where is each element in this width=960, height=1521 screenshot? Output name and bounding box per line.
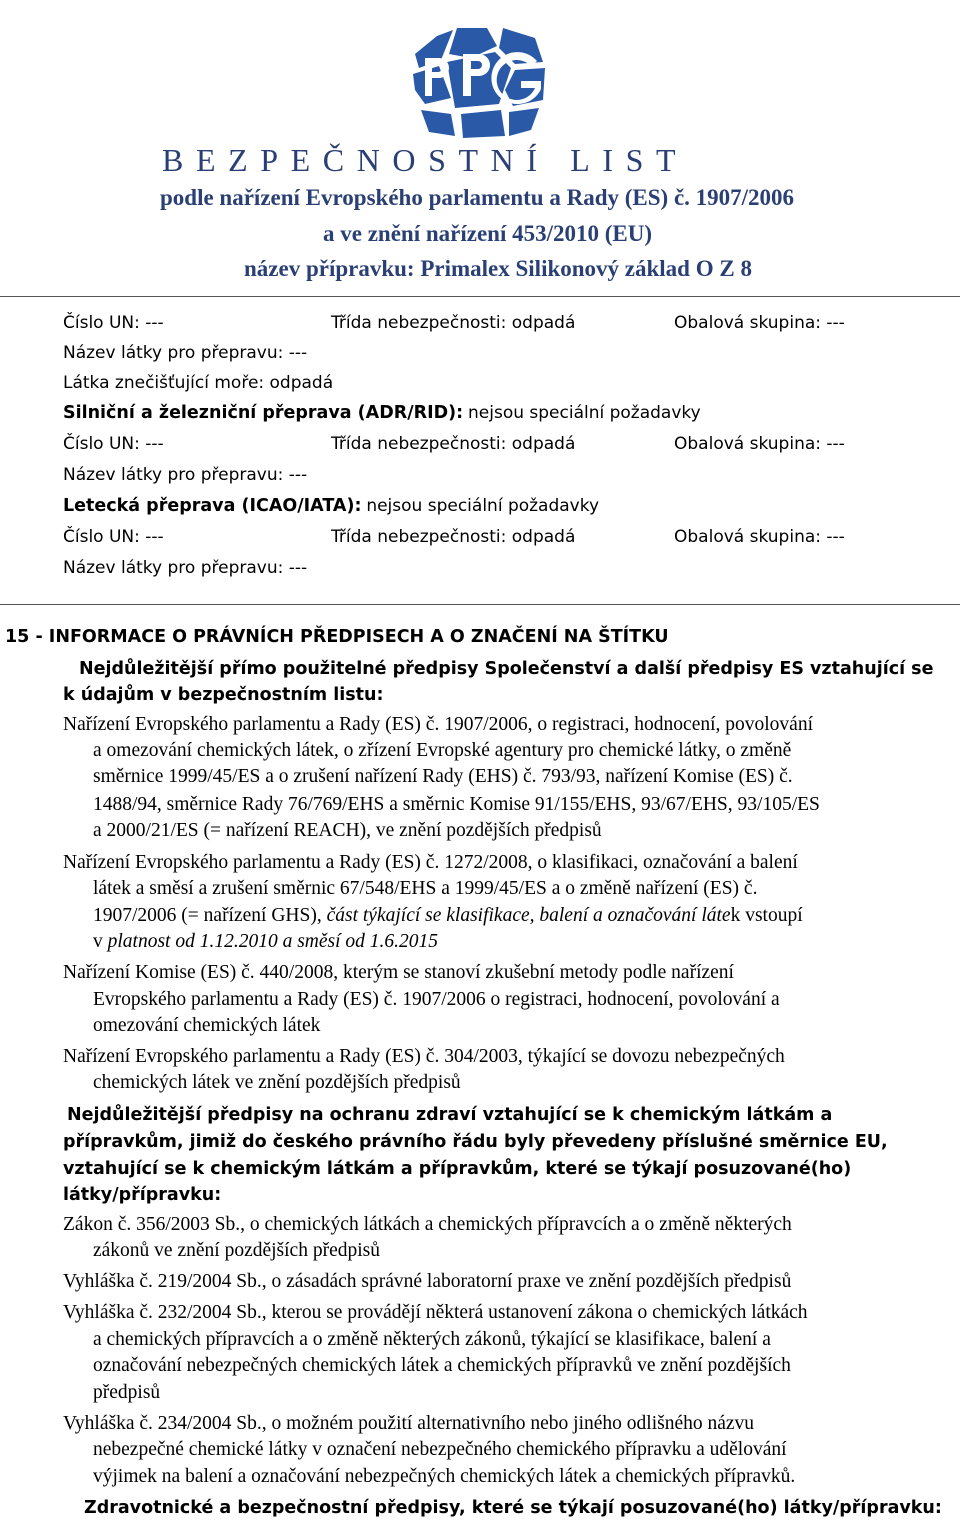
law-356-2003: Zákon č. 356/2003 Sb., o chemických látkách a chemických přípravcích a o změně některých — [63, 1214, 792, 1235]
reach-regulation-cont: 1488/94, směrnice Rady 76/769/EHS a směrnic Komise 91/155/EHS, 93/67/EHS, 93/105/ES — [93, 794, 820, 815]
test-methods-regulation-cont: Evropského parlamentu a Rady (ES) č. 1907/2006 o registraci, hodnocení, povolování a — [93, 989, 780, 1010]
pic-regulation: Nařízení Evropského parlamentu a Rady (ES) č. 304/2003, týkající se dovozu nebezpečných — [63, 1046, 785, 1067]
subheading-health-regulations-cont: látky/přípravku: — [63, 1185, 222, 1205]
pic-regulation-cont: chemických látek ve znění pozdějších předpisů — [93, 1072, 461, 1093]
clp-regulation-cont: látek a směsí a zrušení směrnic 67/548/EHS a 1999/45/ES a o změně nařízení (ES) č. — [93, 878, 758, 899]
test-methods-regulation-cont: omezování chemických látek — [93, 1015, 321, 1036]
hazard-class: Třída nebezpečnosti: odpadá — [331, 434, 576, 454]
decree-232-2004-cont: a chemických přípravcích a o změně některých zákonů, týkající se klasifikace, balení a — [93, 1329, 771, 1350]
decree-234-2004-cont: nebezpečné chemické látky v označení nebezpečného chemického přípravku a udělování — [93, 1439, 787, 1460]
section-divider — [0, 604, 960, 605]
shipping-name: Název látky pro přepravu: --- — [63, 558, 308, 578]
reach-regulation: Nařízení Evropského parlamentu a Rady (ES) č. 1907/2006, o registraci, hodnocení, povolování — [63, 714, 814, 735]
regulation-subtitle: podle nařízení Evropského parlamentu a Rady (ES) č. 1907/2006 — [160, 185, 795, 210]
un-number: Číslo UN: --- — [63, 313, 164, 333]
clp-text: k vstoupí — [730, 905, 803, 926]
reach-regulation-cont: směrnice 1999/45/ES a o zrušení nařízení Rady (EHS) č. 793/93, nařízení Komise (ES) č. — [93, 766, 793, 787]
header-divider — [0, 296, 960, 297]
shipping-name: Název látky pro přepravu: --- — [63, 343, 308, 363]
hazard-class: Třída nebezpečnosti: odpadá — [331, 527, 576, 547]
amendment-subtitle: a ve znění nařízení 453/2010 (EU) — [323, 221, 652, 246]
air-transport-text: nejsou speciální požadavky — [366, 496, 600, 516]
subheading-occupational-regulations: Zdravotnické a bezpečnostní předpisy, které se týkají posuzované(ho) látky/přípravku: — [84, 1498, 942, 1518]
un-number: Číslo UN: --- — [63, 434, 164, 454]
subheading-health-regulations-cont: vztahující se k chemickým látkám a přípravkům, které se týkají posuzované(ho) — [63, 1159, 852, 1179]
clp-italic-text: část týkající se klasifikace, balení a označování láte — [326, 905, 731, 926]
decree-232-2004: Vyhláška č. 232/2004 Sb., kterou se provádějí některá ustanovení zákona o chemických látkách — [63, 1302, 808, 1323]
test-methods-regulation: Nařízení Komise (ES) č. 440/2008, kterým se stanoví zkušební metody podle nařízení — [63, 962, 734, 983]
road-transport-heading: Silniční a železniční přeprava (ADR/RID): — [63, 403, 464, 423]
reach-regulation-cont: a 2000/21/ES (= nařízení REACH), ve znění pozdějších předpisů — [93, 820, 602, 841]
law-356-2003-cont: zákonů ve znění pozdějších předpisů — [93, 1240, 380, 1261]
road-transport-text: nejsou speciální požadavky — [468, 403, 701, 423]
clp-regulation-cont — [93, 903, 803, 929]
hazard-class: Třída nebezpečnosti: odpadá — [331, 313, 576, 333]
subheading-health-regulations: Nejdůležitější předpisy na ochranu zdraví vztahující se k chemickým látkám a — [67, 1105, 833, 1125]
packing-group: Obalová skupina: --- — [674, 313, 845, 333]
section-15-heading: 15 - INFORMACE O PRÁVNÍCH PŘEDPISECH A O ZNAČENÍ NA ŠTÍTKU — [5, 627, 669, 647]
air-transport-line — [63, 493, 599, 519]
reach-regulation-cont: a omezování chemických látek, o zřízení Evropské agentury pro chemické látky, o změně — [93, 740, 792, 761]
clp-text: v — [93, 931, 108, 952]
subheading-community-regulations: Nejdůležitější přímo použitelné předpisy Společenství a další předpisy ES vztahující se — [79, 659, 934, 679]
product-name: název přípravku: Primalex Silikonový základ O Z 8 — [244, 256, 752, 281]
ppg-logo-graphic — [411, 24, 547, 140]
subheading-health-regulations-cont: přípravkům, jimiž do českého právního řádu byly převedeny příslušné směrnice EU, — [63, 1132, 888, 1152]
shipping-name: Název látky pro přepravu: --- — [63, 465, 308, 485]
decree-232-2004-cont: označování nebezpečných chemických látek a chemických přípravků ve znění pozdějších — [93, 1355, 791, 1376]
clp-regulation: Nařízení Evropského parlamentu a Rady (ES) č. 1272/2008, o klasifikaci, označování a balení — [63, 852, 798, 873]
decree-232-2004-cont: předpisů — [93, 1382, 161, 1403]
subheading-community-regulations-cont: k údajům v bezpečnostním listu: — [63, 685, 384, 705]
clp-regulation-cont — [93, 929, 438, 955]
clp-text: 1907/2006 (= nařízení GHS), — [93, 905, 327, 926]
decree-234-2004: Vyhláška č. 234/2004 Sb., o možném použití alternativního nebo jiného odlišného názvu — [63, 1413, 755, 1434]
packing-group: Obalová skupina: --- — [674, 527, 845, 547]
document-title: BEZPEČNOSTNÍ LIST — [162, 142, 689, 178]
decree-234-2004-cont: výjimek na balení a označování nebezpečných chemických látek a chemických přípravků. — [93, 1466, 796, 1487]
marine-pollutant: Látka znečišťující moře: odpadá — [63, 373, 334, 393]
ppg-logo — [411, 24, 547, 140]
clp-italic-text: platnost od 1.12.2010 a směsí od 1.6.2015 — [107, 931, 439, 952]
air-transport-heading: Letecká přeprava (ICAO/IATA): — [63, 496, 362, 516]
road-transport-line — [63, 400, 701, 426]
un-number: Číslo UN: --- — [63, 527, 164, 547]
packing-group: Obalová skupina: --- — [674, 434, 845, 454]
decree-219-2004: Vyhláška č. 219/2004 Sb., o zásadách správné laboratorní praxe ve znění pozdějších předpisů — [63, 1271, 792, 1292]
